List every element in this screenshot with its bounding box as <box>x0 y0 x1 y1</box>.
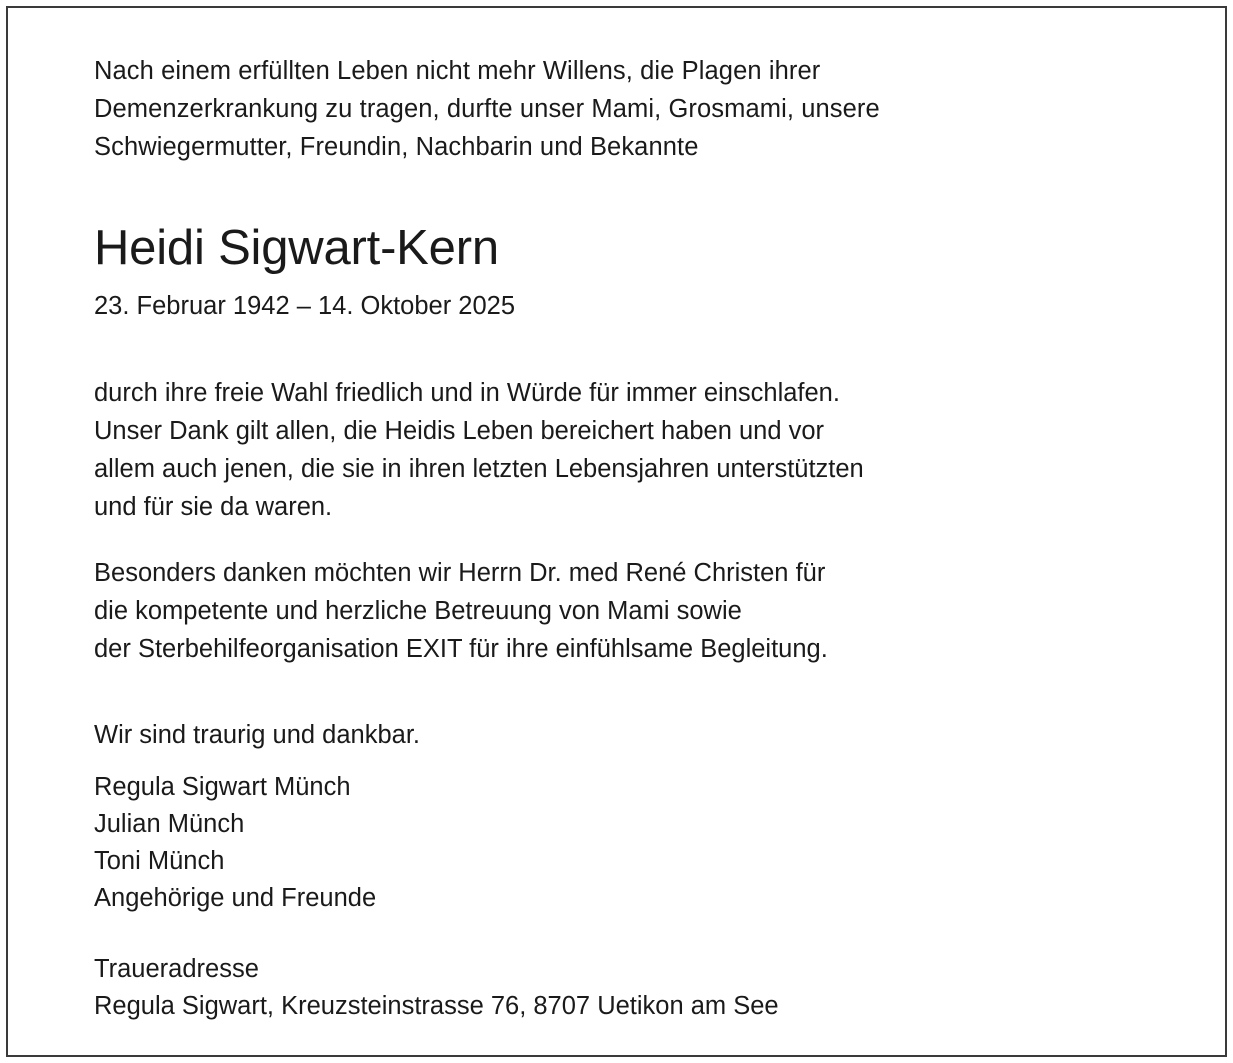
body-2-line-3: der Sterbehilfeorganisation EXIT für ihre einfühlsame Begleitung. <box>94 635 828 663</box>
intro-paragraph <box>94 52 1163 166</box>
mourning-address-label: Traueradresse <box>94 955 259 983</box>
mourning-address <box>94 951 1163 1025</box>
intro-line-1: Nach einem erfüllten Leben nicht mehr Willens, die Plagen ihrer <box>94 57 821 85</box>
body-2-line-1: Besonders danken möchten wir Herrn Dr. med René Christen für <box>94 559 826 587</box>
intro-line-3: Schwiegermutter, Freundin, Nachbarin und Bekannte <box>94 133 699 161</box>
obituary-content <box>94 52 1163 1023</box>
deceased-name: Heidi Sigwart-Kern <box>94 221 499 275</box>
survivor-1: Regula Sigwart Münch <box>94 773 351 801</box>
body-paragraph-2 <box>94 554 1163 668</box>
body-paragraph-3: Wir sind traurig und dankbar. <box>94 721 420 749</box>
mourning-address-value: Regula Sigwart, Kreuzsteinstrasse 76, 8707 Uetikon am See <box>94 992 779 1020</box>
body-1-line-3: allem auch jenen, die sie in ihren letzten Lebensjahren unterstützten <box>94 455 864 483</box>
intro-line-2: Demenzerkrankung zu tragen, durfte unser Mami, Grosmami, unsere <box>94 95 880 123</box>
survivor-3: Toni Münch <box>94 847 225 875</box>
survivor-4: Angehörige und Freunde <box>94 884 377 912</box>
body-1-line-1: durch ihre freie Wahl friedlich und in Würde für immer einschlafen. <box>94 379 840 407</box>
body-2-line-2: die kompetente und herzliche Betreuung von Mami sowie <box>94 597 742 625</box>
survivor-2: Julian Münch <box>94 810 245 838</box>
deceased-dates: 23. Februar 1942 – 14. Oktober 2025 <box>94 292 516 320</box>
body-1-line-2: Unser Dank gilt allen, die Heidis Leben bereichert haben und vor <box>94 417 825 445</box>
survivors-list <box>94 769 1163 917</box>
body-paragraph-1 <box>94 374 1163 526</box>
body-1-line-4: und für sie da waren. <box>94 493 333 521</box>
